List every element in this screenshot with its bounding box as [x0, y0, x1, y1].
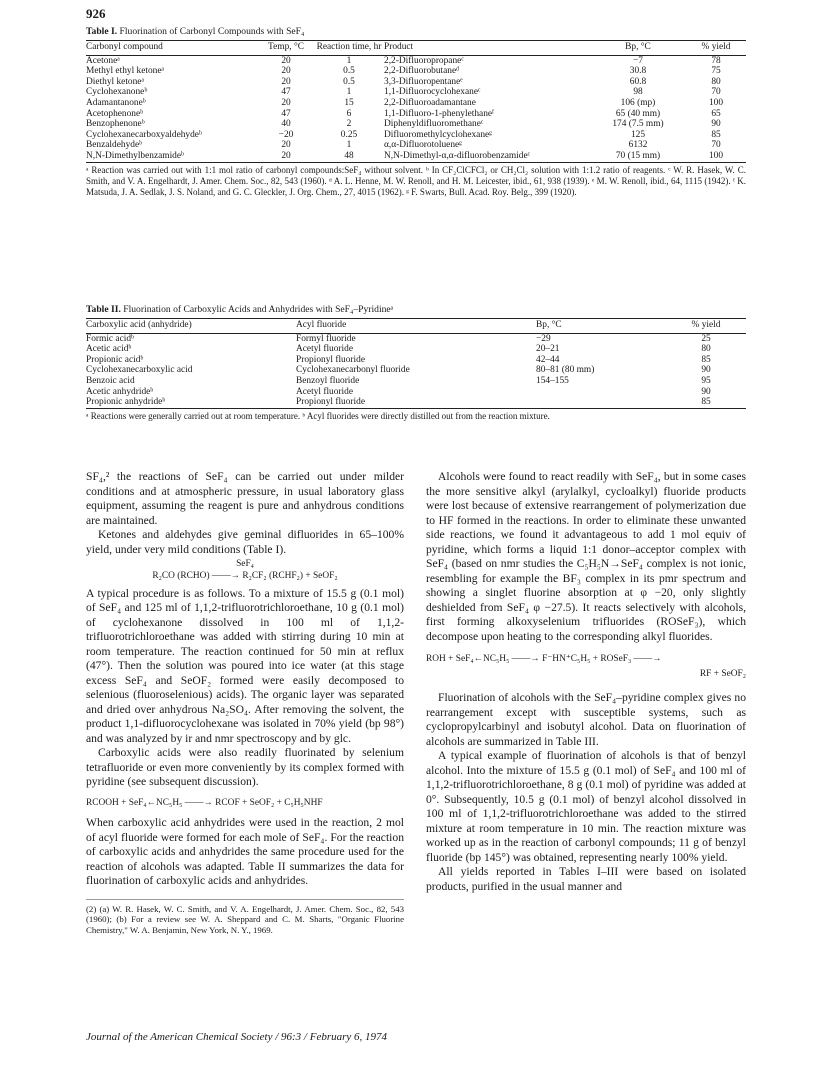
table-cell: Cyclohexanecarboxylic acid	[86, 365, 193, 376]
table-cell: 2	[346, 119, 352, 130]
table-cell: Benzophenoneᵇ	[86, 119, 145, 130]
left-paragraph-4: Carboxylic acids were also readily fluorinated by selenium tetrafluoride or even more conveniently by its complex formed with pyridine (see subsequent discussion).	[86, 746, 404, 788]
right-paragraph-3: A typical example of fluorination of alcohols is that of benzyl alcohol. Into the mixture of 15.5 g (0.1 mol) of SeF₄ and 100 ml of 1,1,2-trifluorotrichloroethane, 8 g (0.1 mol) of pyridine was added at 0°. Subsequently, 10.5 g (0.1 mol) of benzyl alcohol dissolved in 100 ml of 1,1,2-trifluorotrichloroethane was added to the stirred mixture at room temperature in 10 min. The reaction mixture was worked up as in the reaction of carbonyl compounds; 11 g of benzyl fluoride (bp 145°) was obtained, representing nearly 100% yield.	[426, 749, 746, 864]
table1-caption-text: Fluorination of Carbonyl Compounds with SeF₄	[119, 26, 305, 37]
table-cell: 0.5	[343, 76, 355, 87]
table-cell: 40	[281, 119, 291, 130]
table-cell: 47	[281, 108, 291, 119]
table-cell: Methyl ethyl ketoneᵃ	[86, 66, 165, 77]
table-cell: Acetic anhydrideᵇ	[86, 386, 154, 397]
left-paragraph-2: Ketones and aldehydes give geminal difluorides in 65–100% yield, under very mild conditions (Table I).	[86, 528, 404, 556]
table1-header-1: Temp, °C	[268, 42, 304, 52]
table-cell: 1	[346, 140, 352, 151]
left-paragraph-3: A typical procedure is as follows. To a mixture of 15.5 g (0.1 mol) of SeF₄ and 125 ml of 1,1,2-trifluorotrichloroethane, 10 g (0.1 mol) of cyclohexanone dissolved in 100 ml of 1,1,2-trifluorotrichloroethane was added with stirring during 10 min at room temperature. The reaction continued for 50 min at reflux (47°). Then the solution was poured into ice water (at this stage excess SeF₄ and SeOF₂ formed were easily decomposed to selenious (fluoroselenious) acids). The organic layer was separated and dried over anhydrous Na₂SO₄. After removing the solvent, the product 1,1-difluorocyclohexane was isolated in 70% yield (bp 98°) and was analyzed by ir and nmr spectroscopy and by glc.	[86, 586, 404, 745]
table2-header-2: Bp, °C	[536, 320, 562, 330]
table-cell: 20–21	[536, 344, 560, 355]
page-number: 926	[86, 6, 106, 21]
table-row	[86, 140, 746, 151]
table-cell: 70	[711, 140, 721, 151]
table-cell: 125	[630, 129, 646, 140]
journal-footer: Journal of the American Chemical Society / 96:3 / February 6, 1974	[86, 1031, 388, 1043]
table-row	[86, 397, 746, 408]
equation-3: ROH + SeF₄←NC₅H₅ ——→ F⁻HN⁺C₅H₅ + ROSeF₃ ——→	[426, 654, 662, 664]
table-cell: 80–81 (80 mm)	[536, 365, 595, 376]
table-cell: 65 (40 mm)	[615, 108, 661, 119]
table-cell: 42–44	[536, 354, 560, 365]
footnote-2: (2) (a) W. R. Hasek, W. C. Smith, and V. A. Engelhardt, J. Amer. Chem. Soc., 82, 543 (1960); (b) For a review see W. A. Sheppard and C. M. Sharts, "Organic Fluorine Chemistry," W. A. Benjamin, New York, N. Y., 1969.	[86, 899, 404, 936]
equation-2: RCOOH + SeF₄←NC₅H₅ ——→ RCOF + SeOF₂ + C₅H₅NHF	[86, 797, 323, 808]
table2-header-1: Acyl fluoride	[296, 320, 347, 330]
table-cell: 90	[711, 119, 721, 130]
table-cell: Difluoromethylcyclohexaneᵍ	[384, 129, 492, 140]
equation-1: R₂CO (RCHO) ——→ R₂CF₂ (RCHF₂) + SeOF₂	[152, 571, 338, 581]
table2	[86, 318, 746, 422]
table-cell: 20	[281, 97, 291, 108]
table1	[86, 40, 746, 198]
table2-header-3: % yield	[691, 320, 721, 330]
table-cell: Diphenyldifluoromethaneᶜ	[384, 119, 484, 130]
table-cell: 2,2-Difluoropropaneᶜ	[384, 55, 464, 66]
table-cell: 95	[701, 375, 711, 386]
table-cell: Cyclohexanecarbonyl fluoride	[296, 365, 410, 376]
table-row	[86, 376, 746, 387]
table-cell: 80	[711, 76, 721, 87]
table-row	[86, 365, 746, 376]
table-cell: 2,2-Difluoroadamantane	[384, 97, 476, 108]
table-cell: 1	[346, 55, 352, 66]
table-cell	[536, 397, 666, 408]
table-cell: 20	[281, 140, 291, 151]
table2-footnote: ᵃ Reactions were generally carried out at room temperature. ᵇ Acyl fluorides were directly distilled out from the reaction mixture.	[86, 410, 550, 421]
table-cell: Benzoyl fluoride	[296, 375, 360, 386]
left-paragraph-1: SF₄,² the reactions of SeF₄ can be carried out under milder conditions and at atmospheric pressure, in usual laboratory glass equipment, assuming the reagent is pure and anhydrous conditions are maintained.	[86, 470, 404, 527]
table2-header-0: Carboxylic acid (anhydride)	[86, 320, 192, 330]
table-cell: Acetoneᵃ	[86, 55, 120, 66]
table-cell: 25	[701, 333, 711, 344]
table-cell: 20	[281, 66, 291, 77]
table-cell: 1,1-Difluoro-1-phenylethaneᶠ	[384, 108, 494, 119]
table-cell: 20	[281, 150, 291, 161]
table-cell: Formic acidᵇ	[86, 333, 134, 344]
table-cell: Acetophenoneᵇ	[86, 108, 144, 119]
table-cell: 78	[711, 55, 721, 66]
table1-header-5: % yield	[701, 42, 731, 52]
table-cell: 65	[711, 108, 721, 119]
table-cell: Benzoic acid	[86, 375, 135, 386]
table-cell: Propionyl fluoride	[296, 397, 366, 408]
table-cell: 48	[344, 150, 354, 161]
table-cell: Cyclohexanoneᵇ	[86, 87, 148, 98]
table1-header-4: Bp, °C	[625, 42, 651, 52]
right-paragraph-2: Fluorination of alcohols with the SeF₄–pyridine complex gives no rearrangement except with susceptible systems, such as cyclopropylcarbinyl and isobutyl alcohol. Data on fluorination of alcohols are summarized in Table III.	[426, 691, 746, 748]
table-row	[86, 387, 746, 398]
table-cell: 85	[711, 129, 721, 140]
table-row	[86, 87, 746, 98]
table-row	[86, 98, 746, 109]
table-cell: 154–155	[536, 375, 569, 386]
table-cell: 100	[708, 97, 724, 108]
right-paragraph-4: All yields reported in Tables I–III were based on isolated products, purified in the usual manner and	[426, 865, 746, 893]
table-cell: 3,3-Difluoropentaneᵉ	[384, 76, 463, 87]
table-cell: 47	[281, 87, 291, 98]
table-cell: Propionic anhydrideᵇ	[86, 397, 166, 408]
table-cell: 2,2-Difluorobutaneᵈ	[384, 66, 460, 77]
table-row	[86, 77, 746, 88]
table1-header-0: Carbonyl compound	[86, 42, 163, 52]
table-cell: 1	[346, 87, 352, 98]
table-cell: 0.5	[343, 66, 355, 77]
table-cell: 15	[344, 97, 354, 108]
table1-header-3: Product	[384, 42, 414, 52]
table-cell: 30.8	[629, 66, 647, 77]
right-column	[426, 470, 746, 894]
table-row	[86, 151, 746, 162]
equation-3-products: RF + SeOF₂	[699, 668, 746, 679]
table2-caption	[86, 304, 393, 315]
table2-caption-text: Fluorination of Carboxylic Acids and Anhydrides with SeF₄–Pyridineᵃ	[123, 304, 394, 315]
table-cell: N,N-Dimethyl-α,α-difluorobenzamideᶜ	[384, 150, 531, 161]
table-cell: N,N-Dimethylbenzamideᵇ	[86, 150, 184, 161]
equation-1-reagent: SeF₄	[236, 559, 254, 569]
table-cell: Propionyl fluoride	[296, 354, 366, 365]
table-cell: 106 (mp)	[620, 97, 656, 108]
table-cell: 6	[346, 108, 352, 119]
table-cell: Formyl fluoride	[296, 333, 356, 344]
table-cell: −20	[278, 129, 294, 140]
table-cell: Adamantanoneᵇ	[86, 97, 146, 108]
table-row	[86, 355, 746, 366]
table1-header-2: Reaction time, hr	[316, 42, 382, 52]
left-column	[86, 470, 404, 935]
table1-caption	[86, 26, 304, 37]
table-row	[86, 109, 746, 120]
table-cell: 20	[281, 76, 291, 87]
table-cell: 90	[701, 365, 711, 376]
table1-footnote: ᵃ Reaction was carried out with 1:1 mol ratio of carbonyl compounds:SeF₄ without solvent. ᵇ In CF₂ClCFCl₂ or CH₂Cl₂ solution with 1:1.2 ratio of reagents. ᶜ W. R. Hasek, W. C. Smith, and V. A. Engelhardt, J. Amer. Chem. Soc., 82, 543 (1960). ᵈ A. L. Henne, M. W. Renoll, and H. M. Leicester, ibid., 61, 938 (1939). ᵉ M. W. Renoll, ibid., 64, 1115 (1942). ᶠ K. Matsuda, J. A. Sedlak, J. S. Noland, and G. C. Gleckler, J. Org. Chem., 27, 4015 (1962). ᵍ F. Swarts, Bull. Acad. Roy. Belg., 399 (1920).	[86, 164, 746, 197]
table-cell: Acetyl fluoride	[296, 386, 354, 397]
table-cell: 60.8	[629, 76, 647, 87]
table-cell: 174 (7.5 mm)	[612, 119, 664, 130]
table-cell: 85	[701, 397, 711, 408]
table-cell: 0.25	[340, 129, 358, 140]
table-cell: Diethyl ketoneᵃ	[86, 76, 145, 87]
table-cell: 85	[701, 354, 711, 365]
table-cell: 100	[708, 150, 724, 161]
table-cell: Benzaldehydeᵇ	[86, 140, 143, 151]
table-row	[86, 130, 746, 141]
table-cell: 98	[633, 87, 643, 98]
table-cell	[536, 387, 666, 398]
table1-caption-label: Table I.	[86, 26, 118, 37]
table-cell: 20	[281, 55, 291, 66]
table-row	[86, 119, 746, 130]
table-cell: 1,1-Difluorocyclohexaneᶜ	[384, 87, 481, 98]
table-cell: Acetyl fluoride	[296, 344, 354, 355]
table-cell: 70 (15 mm)	[615, 150, 661, 161]
table-cell: 70	[711, 87, 721, 98]
table-cell: Cyclohexanecarboxyaldehydeᵇ	[86, 129, 202, 140]
table2-caption-label: Table II.	[86, 304, 121, 315]
table-cell: 90	[701, 386, 711, 397]
right-paragraph-1: Alcohols were found to react readily with SeF₄, but in some cases the more sensitive alkyl (arylalkyl, cycloalkyl) fluoride products were lost because of extensive rearrangement of polymerization due to HF formed in the reactions. In order to eliminate these unwanted side reactions, we found it advantageous to add 1 mol equiv of pyridine, which forms a liquid 1:1 donor–acceptor complex with SeF₄ (based on nmr studies the C₅H₅N→SeF₄ complex is not ionic, resembling for example the BF₃ complex in its pmr spectrum and showing a singlet fluorine absorption at φ −20, only slightly deshielded from SeF₄ φ −27.5). It reacts selectively with alcohols, first forming alkoxyselenium trifluorides (ROSeF₃), which decompose upon heating to the corresponding alkyl fluorides.	[426, 470, 746, 643]
left-paragraph-5: When carboxylic acid anhydrides were used in the reaction, 2 mol of acyl fluoride were formed for each mole of SeF₄. For the reaction of carboxylic acids and anhydrides the same procedure used for the reaction of alcohols was adapted. Table II summarizes the data for fluorination of carboxylic acids and anhydrides.	[86, 816, 404, 887]
table-cell: 80	[701, 344, 711, 355]
table-row	[86, 66, 746, 77]
table-cell: α,α-Difluorotolueneᵍ	[384, 140, 462, 151]
table-cell: −29	[536, 333, 551, 344]
table-cell: Propionic acidᵇ	[86, 354, 144, 365]
table-row	[86, 344, 746, 355]
table-cell: 6132	[628, 140, 648, 151]
table-cell: Acetic acidᵇ	[86, 344, 132, 355]
table-cell: 75	[711, 66, 721, 77]
table-cell: −7	[633, 55, 643, 66]
table-row	[86, 333, 746, 344]
table-row	[86, 55, 746, 66]
